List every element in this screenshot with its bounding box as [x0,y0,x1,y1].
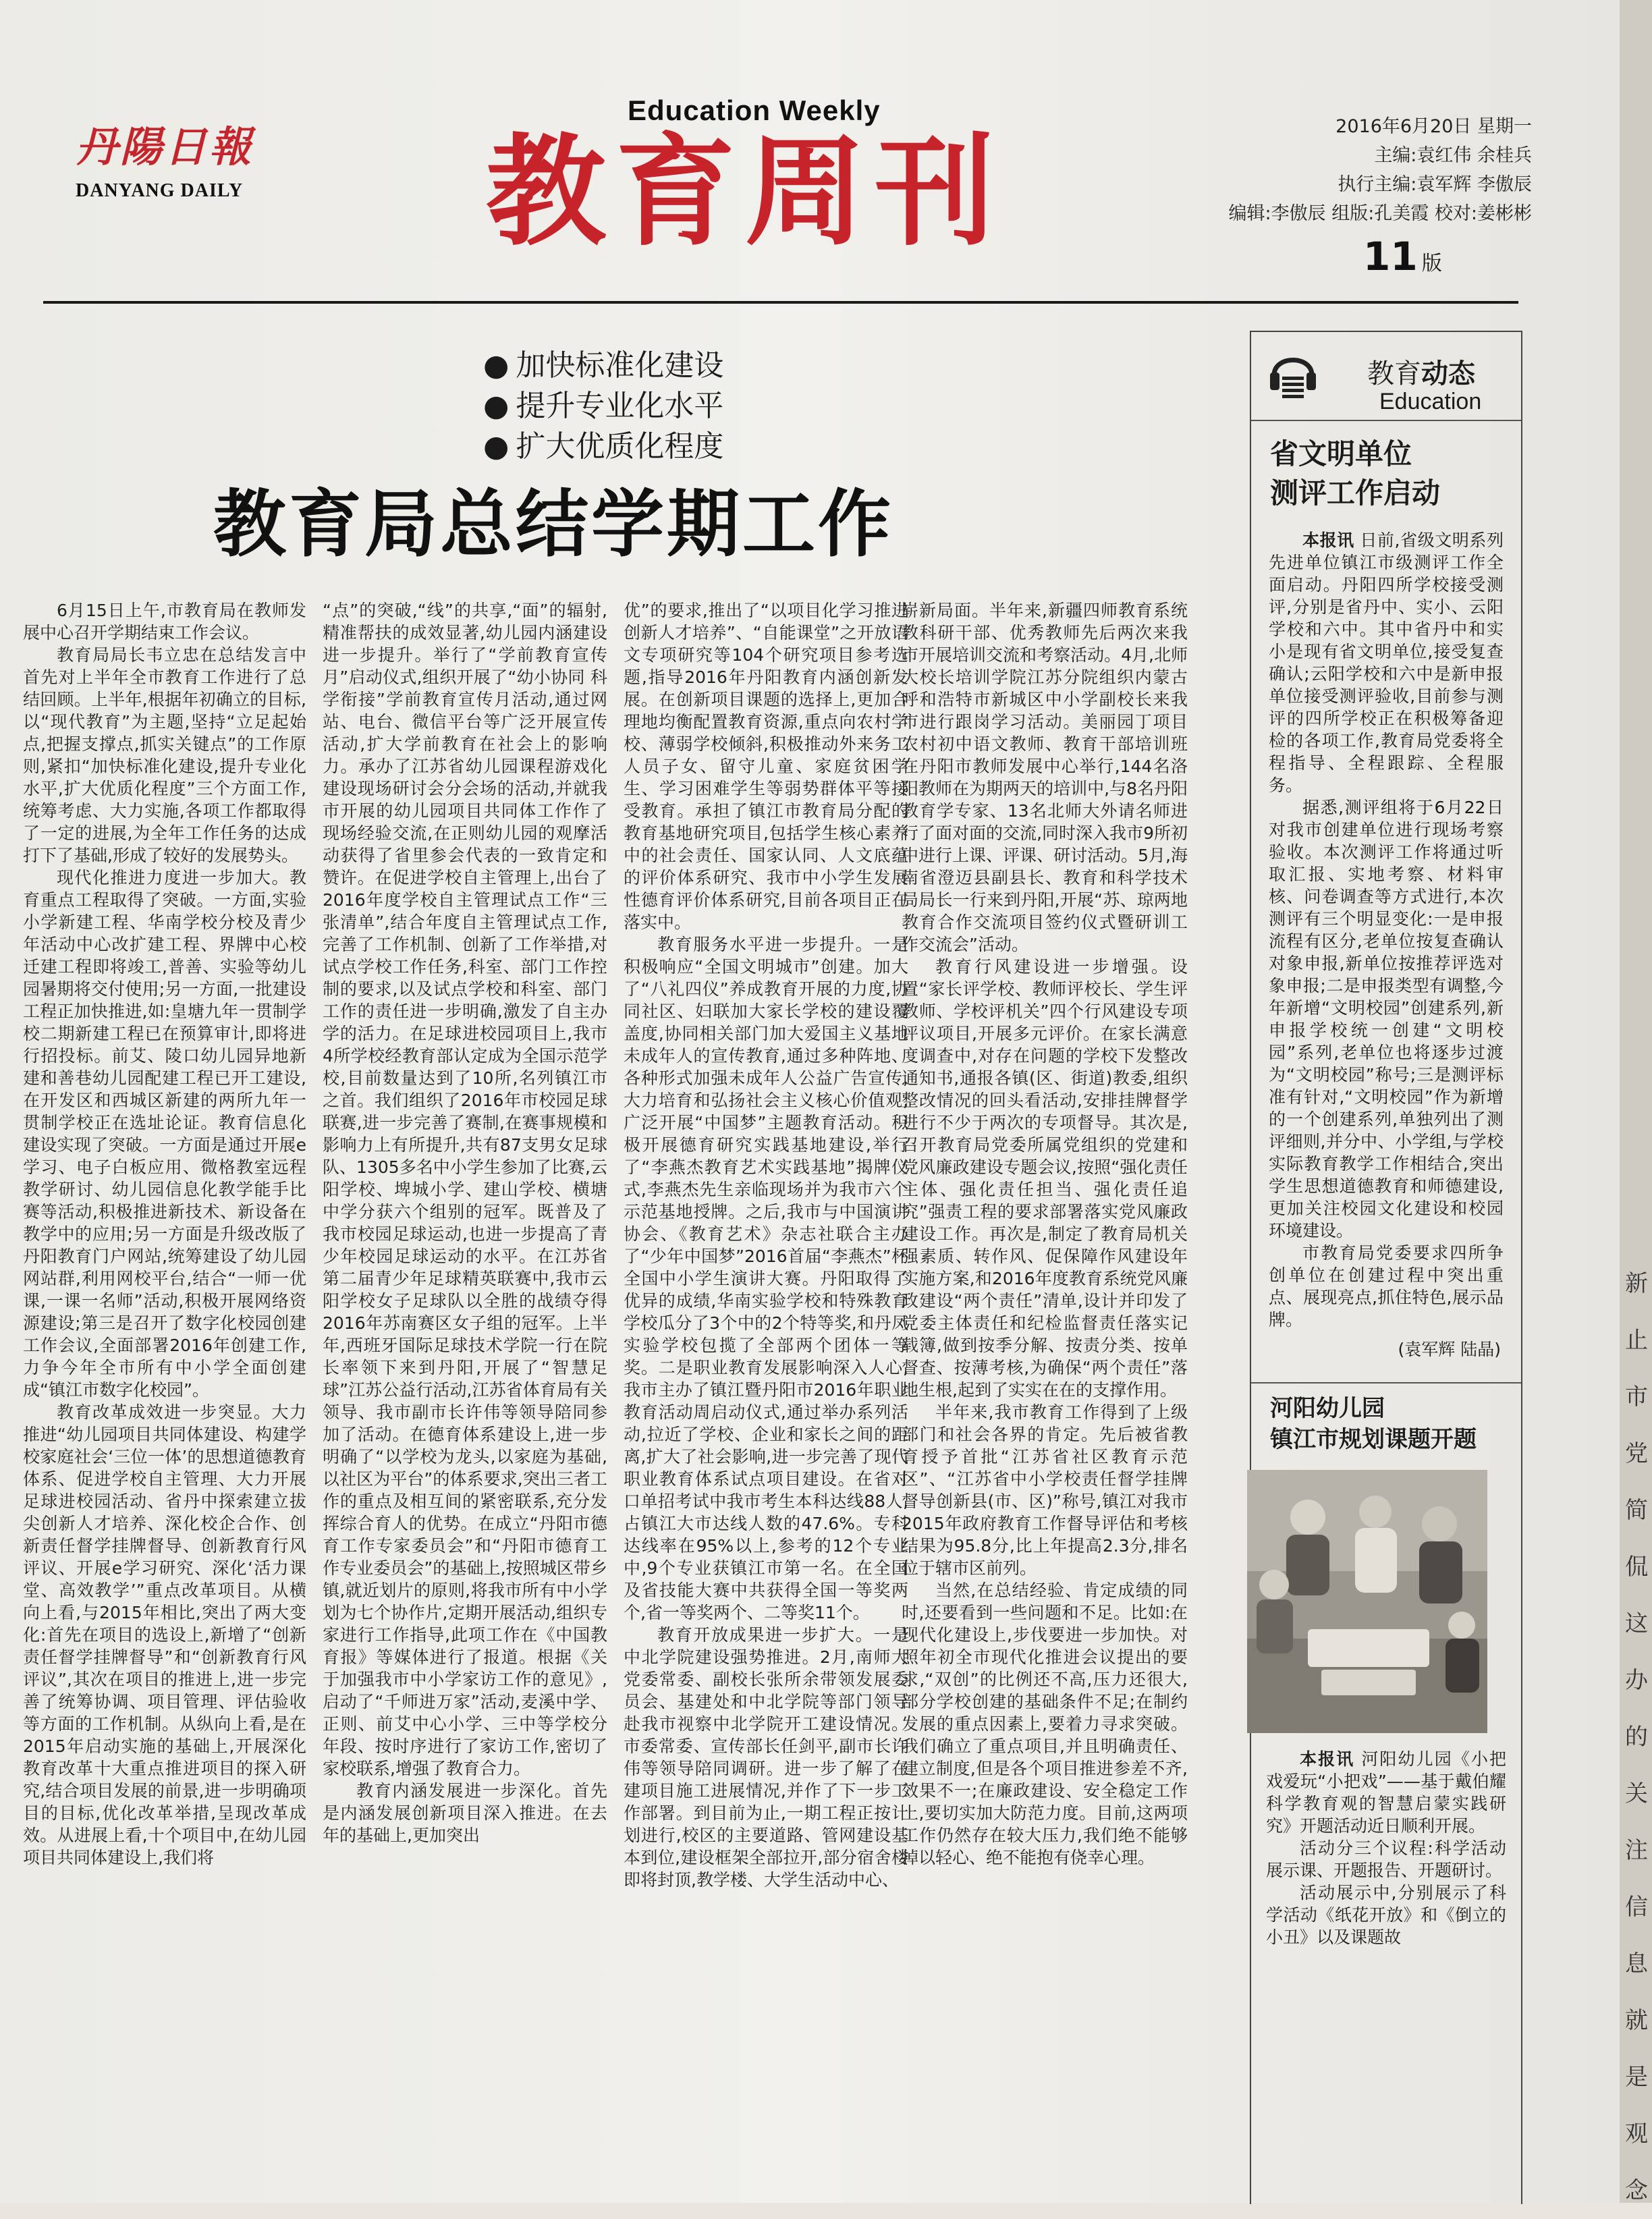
paragraph [1266,1748,1506,1837]
danyang-daily-logo [76,113,254,202]
paragraph: “点”的突破,“线”的共享,“面”的辐射,精准帮扶的成效显著,幼儿园内涵建设进一步提升。举行了“学前教育宣传月”启动仪式,组织开展了“幼小协同 科学衔接”学前教育宣传月活动,通过网站、电台、微信平台等广泛开展宣传活动,扩大学前教育在社会上的影响力。承办了江苏省幼儿园课程游戏化建设现场研讨会分会场的活动,并就我市开展的幼儿园项目共同体工作作了现场经验交流,在正则幼儿园的观摩活动获得了省里参会代表的一致肯定和赞许。在促进学校自主管理上,出台了2016年度学校自主管理试点工作“三张清单”,结合年度自主管理试点工作,完善了工作机制、创新了工作举措,对试点学校工作任务,科室、部门工作控制的要求,以及试点学校和科室、部门工作的责任进一步明确,激发了自主办学的活力。在足球进校园项目上,我市4所学校经教育部认定成为全国示范学校,目前数量达到了10所,名列镇江市之首。我们组织了2016年市校园足球联赛,进一步完善了赛制,在赛事规模和影响力上有所提升,共有87支男女足球队、1305多名中小学生参加了比赛,云阳学校、埤城小学、建山学校、横塘中学分获六个组别的冠军。既普及了我市校园足球运动,也进一步提高了青少年校园足球运动的水平。在江苏省第二届青少年足球精英联赛中,我市云阳学校女子足球队以全胜的战绩夺得2016年苏南赛区女子组的冠军。上半年,西班牙国际足球技术学院一行在院长率领下来到丹阳,开展了“智慧足球”江苏公益行活动,江苏省体育局有关领导、我市副市长许伟等领导陪同参加了活动。在德育体系建设上,进一步明确了“以学校为龙头,以家庭为基础,以社区为平台”的体系要求,突出三者工作的重点及相互间的紧密联系,充分发挥综合育人的优势。在成立“丹阳市德育工作专家委员会”和“丹阳市德育工作专业委员会”的基础上,按照城区带乡镇,就近划片的原则,将我市所有中小学划为七个协作片,定期开展活动,组织专家进行工作指导,此项工作在《中国教育报》等媒体进行了报道。根据《关于加强我市中小学家访工作的意见》,启动了“千师进万家”活动,麦溪中学、正则、前艾中心小学、三中等学校分年段、按时序进行了家访工作,密切了家校联系,增强了教育合力。 [323,601,607,1778]
paragraph: 教育局局长韦立忠在总结发言中首先对上半年全市教育工作进行了总结回顾。上半年,根据年初确立的目标,以“现代教育”为主题,坚持“立足起始点,把握支撑点,抓实关键点”的工作原则,紧扣“加快标准化建设,提升专业化水平,扩大优质化程度”三个方面工作,统筹考虑、大力实施,各项工作都取得了一定的进展,为全年工作任务的达成打下了基础,形成了较好的发展势头。 [23,645,306,865]
story2-title [1251,1384,1521,1455]
bullet-item: ● 扩大优质化程度 [483,427,723,467]
main-headline: 教育局总结学期工作 [213,483,894,567]
edge-text: 止市 [1625,1327,1648,1410]
paragraph: 当然,在总结经验、肯定成绩的同时,还要看到一些问题和不足。比如:在现代化建设上,步伐要进一步加快。对照年初全市现代化推进会议提出的要求,“双创”的比例还不高,压力还很大,部分学校创建的基础条件不足;在制约发展的重点因素上,要着力寻求突破。我们确立了重点项目,并且明确责任、建立制度,但是各个项目推进参差不齐,效果不一;在廉政建设、安全稳定工作上,要切实加大防范力度。目前,这两项工作仍然存在较大压力,我们绝不能够掉以轻心、绝不能抱有侥幸心理。 [902,1581,1188,1867]
paragraph-text: 河阳幼儿园《小把戏爱玩“小把戏”——基于戴伯耀科学教育观的智慧启蒙实践研究》开题活动近日顺利开展。 [1266,1749,1506,1836]
story1-title-line: 省文明单位 [1270,437,1412,470]
education-news-sidebar [1250,331,1522,2204]
story1-body [1251,513,1521,1331]
paragraph: 教育内涵发展进一步深化。首先是内涵发展创新项目深入推进。在去年的基础上,更加突出 [323,1781,607,1845]
paragraph: 活动展示中,分别展示了科学活动《纸花开放》和《倒立的小丑》以及课题故 [1266,1883,1506,1947]
bullet-item: ● 加快标准化建设 [483,346,723,386]
paragraph: 6月15日上午,市教育局在教师发展中心召开学期结束工作会议。 [23,601,306,642]
logo-chinese: 丹陽日報 [76,122,254,171]
masthead-info [1229,112,1532,228]
story1-byline: (袁军辉 陆晶) [1398,1340,1501,1359]
paragraph [1269,529,1504,796]
paragraph: 崭新局面。半年来,新疆四师教育系统教科研干部、优秀教师先后两次来我市开展培训交流和考察活动。4月,北师大校长培训学院江苏分院组织内蒙古呼和浩特市新城区中小学副校长来我市进行跟岗学习活动。美丽园丁项目农村初中语文教师、教育干部培训班在丹阳市教师发展中心举行,144名洛阳教师在为期两天的培训中,与8名丹阳教育学专家、13名北师大外请名师进行了面对面的交流,同时深入我市9所初中进行上课、评课、研讨活动。5月,海南省澄迈县副县长、教育和科学技术局局长一行来到丹阳,开展“苏、琼两地教育合作交流项目签约仪式暨研训工作交流会”活动。 [902,601,1188,954]
sidebar-title-a: 教育 [1367,358,1421,389]
logo-english: DANYANG DAILY [76,180,244,201]
paragraph: 活动分三个议程:科学活动展示课、开题报告、开题研讨。 [1266,1838,1506,1880]
paragraph: 市教育局党委要求四所争创单位在创建过程中突出重点、展现亮点,抓住特色,展示品牌。 [1269,1243,1504,1330]
story-lead: 本报讯 [1302,530,1354,550]
masthead-rule [43,301,1518,304]
paragraph: 教育服务水平进一步提升。一是积极响应“全国文明城市”创建。加大了“八礼四仪”养成教育开展的力度,协同社区、妇联加大家长学校的建设覆盖度,协同相关部门加大爱国主义基地未成年人的宣传教育,通过多种阵地、各种形式加强未成年人公益广告宣传,大力培育和弘扬社会主义核心价值观,广泛开展“中国梦”主题教育活动。积极开展德育研究实践基地建设,举行了“李燕杰教育艺术实践基地”揭牌仪式,李燕杰先生亲临现场并为我市六个示范基地授牌。之后,我市与中国演讲协会、《教育艺术》杂志社联合主办了“少年中国梦”2016首届“李燕杰”杯全国中小学生演讲大赛。丹阳取得了优异的成绩,华南实验学校和特殊教育学校瓜分了3个中的2个特等奖,和丹凤实验学校包揽了全部两个团体一等奖。二是职业教育发展影响深入人心,我市主办了镇江暨丹阳市2016年职业教育活动周启动仪式,通过举办系列活动,拉近了学校、企业和家长之间的距离,扩大了社会影响,进一步完善了现代职业教育体系试点项目建设。在省对口单招考试中我市考生本科达线88人,占镇江大市达线人数的47.6%。专科达线率在95%以上,参考的12个专业中,9个专业获镇江市第一名。在全国及省技能大赛中共获得全国一等奖两个,省一等奖两个、二等奖11个。 [624,935,908,1622]
bullet-item: ● 提升专业化水平 [483,386,723,427]
edge-text: 关注 [1625,1780,1648,1864]
paragraph: 教育开放成果进一步扩大。一是中北学院建设强势推进。2月,南师大党委常委、副校长张所余带领发展委员会、基建处和中北学院等部门领导赴我市视察中北学院开工建设情况。市委常委、宣传部长任剑平,副市长许伟等领导陪同调研。进一步了解了在建项目施工进展情况,并作了下一步工作部署。到目前为止,一期工程正按计划进行,校区的主要道路、管网建设基本到位,建设框架全部拉开,部分宿舍楼即将封顶,教学楼、大学生活动中心、 [624,1625,908,1890]
story1-title [1251,421,1521,513]
article-column-4 [902,599,1188,2192]
title-chinese: 教育周刊 [486,122,1004,262]
edge-text: 党 [1625,1440,1648,1467]
paragraph: 教育改革成效进一步突显。大力推进“幼儿园项目共同体建设、构建学校家庭社会‘三位一体’的思想道德教育体系、促进学校自主管理、大力开展足球进校园活动、省丹中探索建立拔尖创新人才培养、深化校企合作、创新责任督学挂牌督导、创新教育行风评议、开展e学习研究、深化‘活力课堂、高效教学’”重点改革项目。从横向上看,与2015年相比,突出了两大变化:首先在项目的选设上,新增了“创新责任督学挂牌督导”和“创新教育行风评议”,其次在项目的推进上,进一步完善了统筹协调、项目管理、评估验收等方面的工作机制。从纵向上看,是在2015年启动实施的基础上,开展深化教育改革十大重点推进项目的探入研究,结合项目发展的前景,进一步明确项目的目标,优化改革举措,呈现改革成效。从进展上看,十个项目中,在幼儿园项目共同体建设上,我们将 [23,1402,306,1867]
photo-illustration [1247,1470,1487,1733]
paragraph: 据悉,测评组将于6月22日对我市创建单位进行现场考察验收。本次测评工作将通过听取汇报、实地考察、材料审核、问卷调查等方式进行,本次测评有三个明显变化:一是申报流程有区分,老单位按复查确认对象申报,新单位按推荐评选对象申报;二是申报类型有调整,今年新增“文明校园”创建系列,新申报学校统一创建“文明校园”系列,老单位也将逐步过渡为“文明校园”称号;三是测评标准有针对,“文明校园”作为新增的一个创建系列,单独列出了测评细则,并分中、小学组,与学校实际教育教学工作相结合,突出学生思想道德教育和师德建设,更加关注校园文化建设和校园环境建设。 [1269,798,1504,1240]
sidebar-header [1251,332,1521,421]
paragraph: 半年来,我市教育工作得到了上级部门和社会各界的肯定。先后被省教育授予首批“江苏省社区教育示范区”、“江苏省中小学校责任督学挂牌督导创新县(市、区)”称号,镇江对我市2015年政府教育工作督导评估和考核结果为95.8分,比上年提高2.3分,排名位于辖市区前列。 [902,1402,1188,1578]
title-english: Education Weekly [628,94,881,126]
executive-editor: 执行主编:袁军辉 李傲辰 [1338,174,1532,195]
paragraph: 教育行风建设进一步增强。设置“家长评学校、教师评校长、学生评教师、学校评机关”四个行风建设专项评议项目,开展多元评价。在家长满意度调查中,对存在问题的学校下发整改通知书,通报各镇(区、街道)教委,组织整改情况的回头看活动,安排挂牌督学进行不少于两次的专项督导。其次是,召开教育局党委所属党组织的党建和党风廉政建设专题会议,按照“强化责任主体、强化责任担当、强化责任追究”强责工程的要求部署落实党风廉政建设工作。再次是,制定了教育局机关强素质、转作风、促保障作风建设年实施方案,和2016年度教育系统党风廉政建设“两个责任”清单,设计并印发了党委主体责任和纪检监督责任落实记载簿,做到按季分解、按责分类、按单督查、按薄考核,为确保“两个责任”落地生根,起到了实实在在的支撑作用。 [902,957,1188,1400]
sidebar-title-b: 动态 [1421,358,1475,389]
story2-title-line: 河阳幼儿园 [1270,1395,1385,1422]
edition-suffix: 版 [1421,252,1442,275]
sidebar-title-cn [1367,352,1475,391]
kindergarten-activity-photo [1247,1470,1487,1733]
story1-title-line: 测评工作启动 [1270,476,1441,510]
edition-number-value: 11 [1363,234,1418,279]
article-column-1 [23,599,306,2192]
edge-text: 观念 [1625,2120,1648,2204]
paragraph-text: 日前,省级文明系列先进单位镇江市级测评工作全面启动。丹阳四所学校接受测评,分别是省丹中、实小、云阳学校和六中。其中省丹中和实小是现有省文明单位,接受复查确认;云阳学校和六中是新申报单位接受测评验收,目前参与测评的四所学校正在积极筹备迎检的各项工作,教育局党委将全程指导、全程跟踪、全程服务。 [1269,530,1504,795]
article-column-2 [323,599,607,2192]
staff-credits: 编辑:李傲辰 组版:孔美霞 校对:姜彬彬 [1228,203,1532,224]
edge-text: 简侃 [1625,1497,1648,1581]
article-column-3 [624,599,908,2192]
issue-date: 2016年6月20日 星期一 [1336,116,1532,137]
sidebar-title-en: Education [1379,389,1482,414]
chief-editor: 主编:袁红伟 余桂兵 [1374,145,1532,166]
paragraph: 现代化推进力度进一步加大。教育重点工程取得了突破。一方面,实验小学新建工程、华南学校分校及青少年活动中心改扩建工程、界牌中心校迁建工程即将竣工,普善、实验等幼儿园暑期将交付使用;另一方面,一批建设工程正加快推进,如:皇塘九年一贯制学校二期新建工程已在预算审计,即将进行招投标。前艾、陵口幼儿园异地新建和善巷幼儿园配建工程已开工建设,在开发区和西城区新建的两所九年一贯制学校正在选址论证。教育信息化建设实现了突破。一方面是通过开展e学习、电子白板应用、微格教室远程教学研讨、幼儿园信息化教学能手比赛等活动,积极推进新技术、新设备在教学中的应用;另一方面是升级改版了丹阳教育门户网站,统筹建设了幼儿园网站群,利用网校平台,结合“一师一优课,一课一名师”活动,积极开展网络资源建设;第三是召开了数字化校园创建工作会议,全面部署2016年创建工作,力争今年全市所有中小学全面创建成“镇江市数字化校园”。 [23,868,306,1400]
paragraph: 优”的要求,推出了“以项目化学习推进创新人才培养”、“自能课堂”之开放语文专项研究等104个研究项目参考选题,指导2016年丹阳教育内涵创新发展。在创新项目课题的选择上,更加合理地均衡配置教育资源,重点向农村学校、薄弱学校倾斜,积极推动外来务工人员子女、留守儿童、家庭贫困学生、学习困难学生等弱势群体平等接受教育。承担了镇江市教育局分配的教育基地研究项目,包括学生核心素养中的社会责任、国家认同、人文底蕴的评价体系研究、我市中小学生发展性德育评价体系研究,目前各项目正在落实中。 [624,601,908,932]
headline-bullets [483,346,723,467]
edge-text: 就是 [1625,2007,1648,2091]
edition-number [1363,234,1442,279]
edge-text: 信息 [1625,1894,1648,1977]
edge-text: 新 [1625,1270,1648,1297]
headphones-book-icon [1269,346,1317,400]
story-lead: 本报讯 [1300,1749,1355,1769]
story2-body [1251,1733,1521,1948]
edge-text: 办的 [1625,1667,1648,1751]
adjacent-page-text [1625,1255,1652,2219]
edge-text: 这 [1625,1610,1648,1637]
story2-title-line: 镇江市规划课题开题 [1270,1426,1477,1453]
